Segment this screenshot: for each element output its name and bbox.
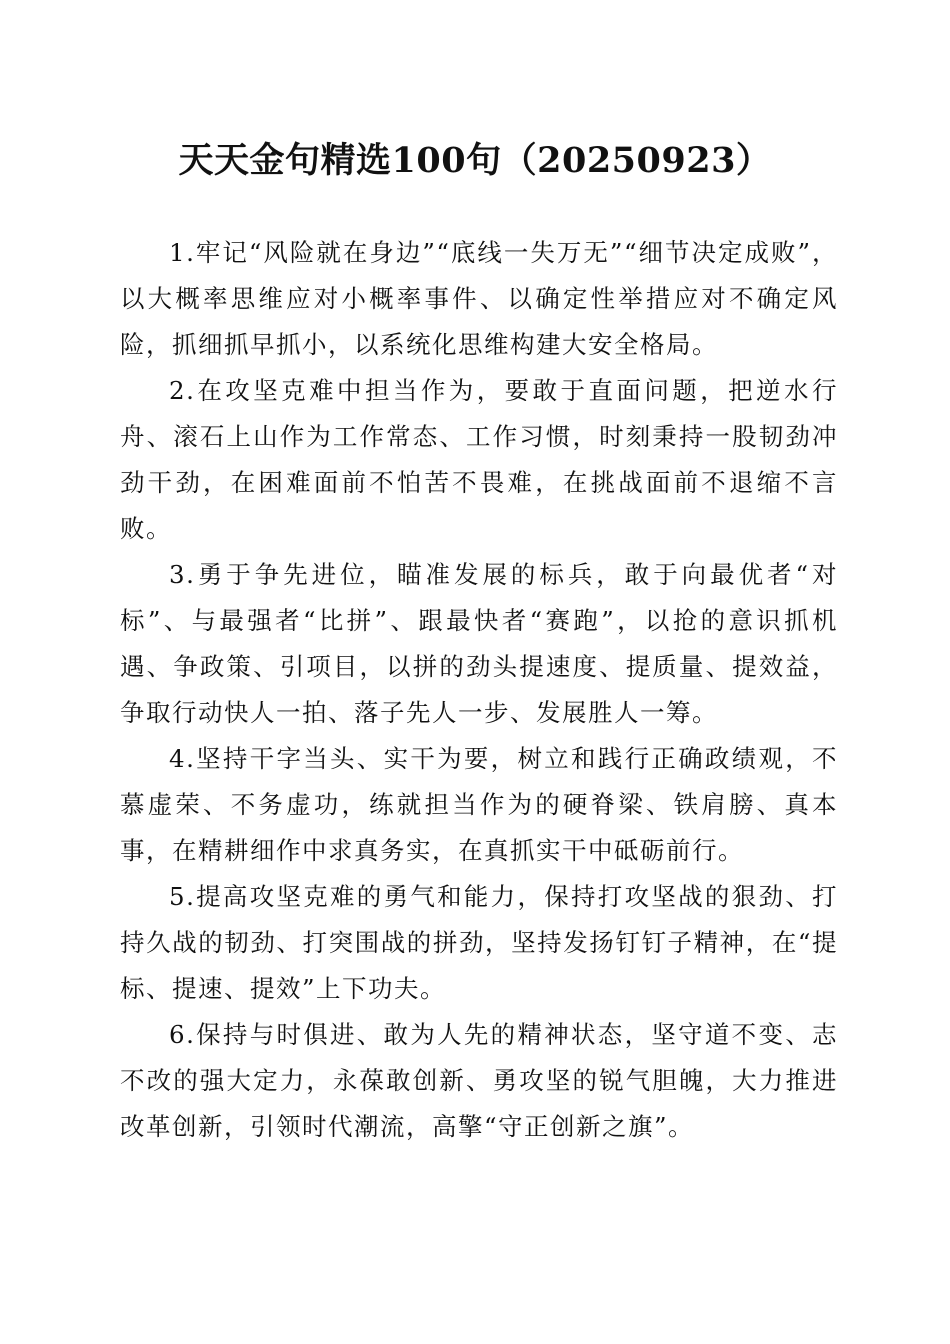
paragraph-2: 2.在攻坚克难中担当作为，要敢于直面问题，把逆水行舟、滚石上山作为工作常态、工作习惯，时刻秉持一股韧劲冲劲干劲，在困难面前不怕苦不畏难，在挑战面前不退缩不言败。 [120, 376, 838, 543]
paragraph-3: 3.勇于争先进位，瞄准发展的标兵，敢于向最优者“对标”、与最强者“比拼”、跟最快者“赛跑”，以抢的意识抓机遇、争政策、引项目，以拼的劲头提速度、提质量、提效益，争取行动快人一拍、落子先人一步、发展胜人一筹。 [120, 560, 838, 727]
document-body [120, 230, 838, 1150]
paragraph-4: 4.坚持干字当头、实干为要，树立和践行正确政绩观，不慕虚荣、不务虚功，练就担当作为的硬脊梁、铁肩膀、真本事，在精耕细作中求真务实，在真抓实干中砥砺前行。 [120, 744, 838, 865]
document-title: 天天金句精选100句（20250923） [178, 140, 772, 181]
paragraph-6: 6.保持与时俱进、敢为人先的精神状态，坚守道不变、志不改的强大定力，永葆敢创新、勇攻坚的锐气胆魄，大力推进改革创新，引领时代潮流，高擎“守正创新之旗”。 [120, 1020, 838, 1141]
paragraph-5: 5.提高攻坚克难的勇气和能力，保持打攻坚战的狠劲、打持久战的韧劲、打突围战的拼劲，坚持发扬钉钉子精神，在“提标、提速、提效”上下功夫。 [120, 882, 838, 1003]
paragraph-1: 1.牢记“风险就在身边”“底线一失万无”“细节决定成败”，以大概率思维应对小概率事件、以确定性举措应对不确定风险，抓细抓早抓小，以系统化思维构建大安全格局。 [120, 238, 838, 359]
